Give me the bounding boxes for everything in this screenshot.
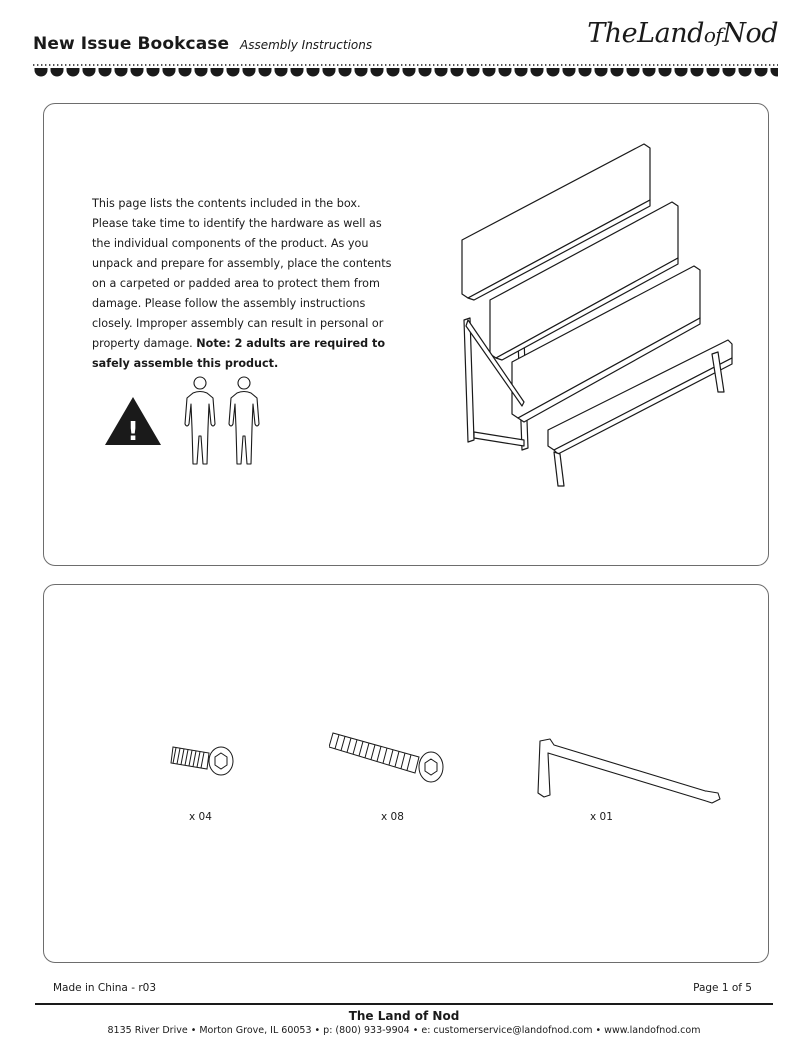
adult-figure-icon: [229, 377, 259, 464]
brand-logo: TheLandofNod: [587, 18, 778, 49]
svg-text:!: !: [127, 417, 139, 446]
long-bolt-icon: [329, 725, 449, 785]
allen-key-icon: [536, 735, 726, 805]
long-bolt-quantity: x 08: [381, 811, 404, 823]
intro-panel: [43, 103, 769, 566]
page-title: New Issue Bookcase: [33, 34, 230, 54]
page-header: [33, 18, 778, 58]
scalloped-divider: [33, 64, 778, 80]
hardware-panel: [43, 584, 769, 963]
safety-note: Note: 2 adults are required to safely assemble this product.: [92, 337, 386, 370]
two-adults-icon: [181, 376, 263, 468]
warning-icon: [104, 396, 162, 446]
bookcase-illustration: [454, 140, 739, 495]
short-bolt-icon: [169, 737, 239, 777]
allen-key-quantity: x 01: [590, 811, 613, 823]
footer-company: The Land of Nod: [348, 1009, 460, 1023]
adult-figure-icon: [185, 377, 215, 464]
footer-divider: [35, 1003, 773, 1005]
page-subtitle: Assembly Instructions: [240, 38, 373, 52]
made-in-label: Made in China - r03: [53, 982, 157, 994]
intro-text: This page lists the contents included in the box. Please take time to identify the hardware as well as the individual components of the product. As you unpack and prepare for assembly, place the contents on a carpeted or padded area to protect them from damage. Please follow the assembly instructions closely. Improper assembly can result in personal or property damage. Note: 2 adults are required to safely assemble this product.: [92, 197, 392, 370]
page-number: Page 1 of 5: [693, 982, 752, 994]
footer-address: 8135 River Drive • Morton Grove, IL 60053 • p: (800) 933-9904 • e: customerservice@landofnod.com • www.landofnod.com: [107, 1025, 701, 1036]
short-bolt-quantity: x 04: [189, 811, 212, 823]
